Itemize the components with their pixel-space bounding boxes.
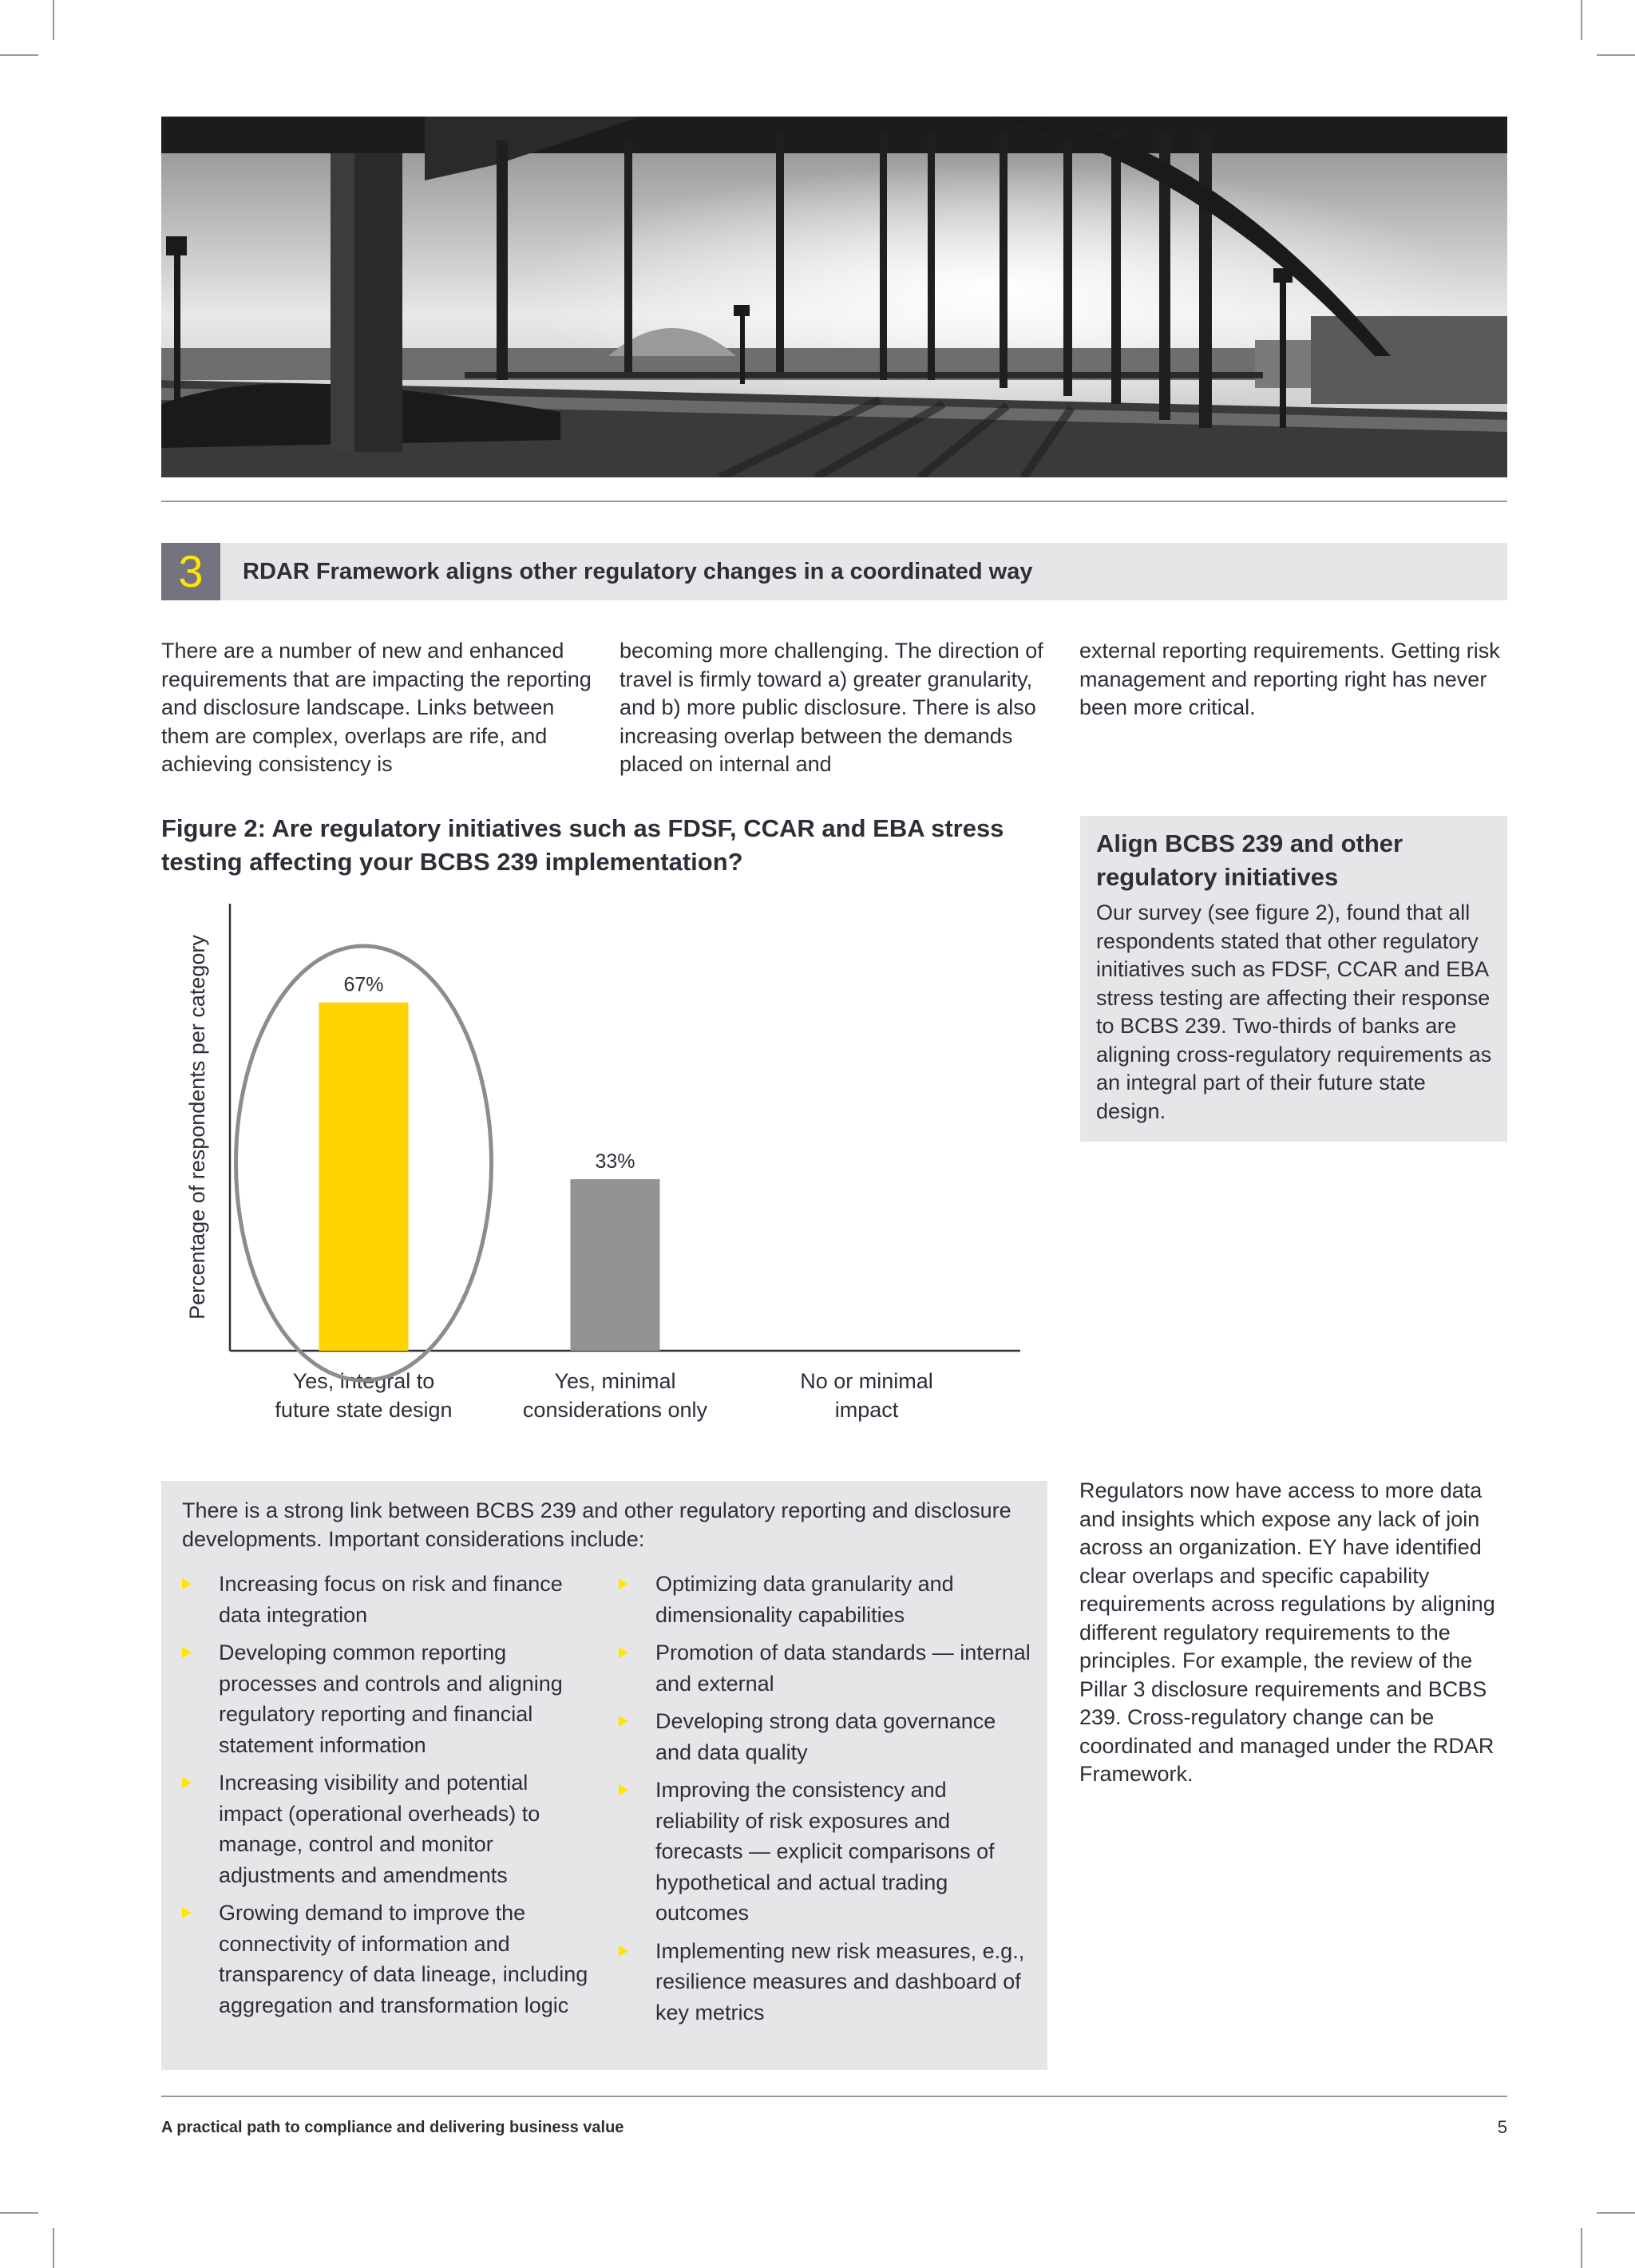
list-item: [182, 1569, 597, 1630]
list-item: [619, 1569, 1034, 1630]
intro-column-2: becoming more challenging. The direction of travel is firmly toward a) greater granularity, and b) more public disclosure. There is also increasing overlap between the demands placed on internal and: [620, 639, 1043, 776]
considerations-lead: There is a strong link between BCBS 239 and other regulatory reporting and disclosure developments. Important considerations include:: [182, 1498, 1011, 1551]
arrow-bullet-icon: [619, 1578, 628, 1589]
crop-mark: [0, 2212, 38, 2214]
list-item: [619, 1775, 1034, 1929]
arrow-bullet-icon: [619, 1784, 628, 1795]
x-tick-label: Yes, minimal: [554, 1369, 676, 1393]
arrow-bullet-icon: [182, 1647, 192, 1658]
arrow-bullet-icon: [182, 1777, 192, 1788]
footer-divider: [161, 2096, 1507, 2097]
crop-mark: [1581, 0, 1582, 40]
callout-box: [1080, 816, 1507, 1142]
list-item-text: Developing common reporting processes and controls and aligning regulatory reporting and financial statement information: [219, 1641, 563, 1757]
crop-mark: [0, 54, 38, 56]
section-title: RDAR Framework aligns other regulatory changes in a coordinated way: [243, 559, 1033, 584]
y-axis-label: Percentage of respondents per category: [185, 935, 209, 1320]
section-header: [161, 543, 1507, 600]
list-item-text: Increasing visibility and potential impact (operational overheads) to manage, control and monitor adjustments and amendments: [219, 1771, 540, 1887]
bar-value-label: 67%: [343, 973, 384, 996]
crop-mark: [53, 2228, 54, 2268]
x-tick-label: considerations only: [522, 1398, 708, 1422]
arrow-bullet-icon: [619, 1945, 628, 1957]
list-item: [619, 1637, 1034, 1699]
list-item: [619, 1936, 1034, 2029]
list-item: [182, 1637, 597, 1760]
section-number: 3: [161, 543, 220, 600]
intro-column-3: external reporting requirements. Getting risk management and reporting right has never been more critical.: [1079, 639, 1500, 719]
considerations-list-left: [182, 1569, 597, 2028]
x-tick-label: future state design: [275, 1398, 453, 1422]
top-divider: [161, 501, 1507, 502]
header-photo: [161, 117, 1507, 477]
arrow-bullet-icon: [182, 1578, 192, 1589]
crop-mark: [53, 0, 54, 40]
x-tick-label: No or minimal: [800, 1369, 933, 1393]
callout-body: Our survey (see figure 2), found that all respondents stated that other regulatory initiatives such as FDSF, CCAR and EBA stress testing are affecting their response to BCBS 239. Two-thirds of banks are aligning cross-regulatory requirements as an integral part of their future state design.: [1096, 900, 1492, 1123]
list-item-text: Implementing new risk measures, e.g., resilience measures and dashboard of key metrics: [655, 1938, 1025, 2025]
intro-column-1: There are a number of new and enhanced requirements that are impacting the reporting and disclosure landscape. Links between them are complex, overlaps are rife, and achieving consistency is: [161, 639, 592, 776]
list-item: [182, 1767, 597, 1890]
list-item-text: Developing strong data governance and data quality: [655, 1709, 996, 1764]
crop-mark: [1597, 2212, 1635, 2214]
list-item-text: Growing demand to improve the connectivity of information and transparency of data lineage, including aggregation and transformation logic: [219, 1901, 588, 2017]
footer-text: A practical path to compliance and delivering business value: [161, 2119, 624, 2136]
considerations-box: [161, 1481, 1047, 2070]
bar-value-label: 33%: [595, 1150, 635, 1174]
callout-title: Align BCBS 239 and other regulatory initiatives: [1096, 829, 1403, 891]
bar: [571, 1179, 660, 1351]
page-number: 5: [1497, 2117, 1507, 2137]
bar: [319, 1003, 409, 1351]
list-item-text: Improving the consistency and reliability of risk exposures and forecasts — explicit comparisons of hypothetical and actual trading outcomes: [655, 1778, 995, 1925]
right-column-text: Regulators now have access to more data and insights which expose any lack of join across an organization. EY have identified clear overlaps and specific capability requirements across regulations by aligning different regulatory requirements to the principles. For example, the review of the Pillar 3 disclosure requirements and BCBS 239. Cross-regulatory change can be coordinated and managed under the RDAR Framework.: [1079, 1478, 1495, 1786]
bar-chart: [160, 894, 1038, 1445]
list-item: [619, 1706, 1034, 1767]
considerations-list-right: [619, 1569, 1034, 2035]
x-tick-label: impact: [834, 1398, 899, 1422]
list-item-text: Promotion of data standards — internal and external: [655, 1641, 1031, 1696]
list-item-text: Optimizing data granularity and dimensionality capabilities: [655, 1572, 954, 1627]
arrow-bullet-icon: [619, 1647, 628, 1658]
arrow-bullet-icon: [619, 1716, 628, 1727]
x-tick-label: Yes, integral to: [292, 1369, 435, 1393]
list-item-text: Increasing focus on risk and finance data integration: [219, 1572, 563, 1627]
list-item: [182, 1898, 597, 2021]
crop-mark: [1597, 54, 1635, 56]
crop-mark: [1581, 2228, 1582, 2268]
arrow-bullet-icon: [182, 1907, 192, 1918]
figure-title: Figure 2: Are regulatory initiatives such as FDSF, CCAR and EBA stress testing affecting your BCBS 239 implementation?: [161, 814, 1004, 876]
